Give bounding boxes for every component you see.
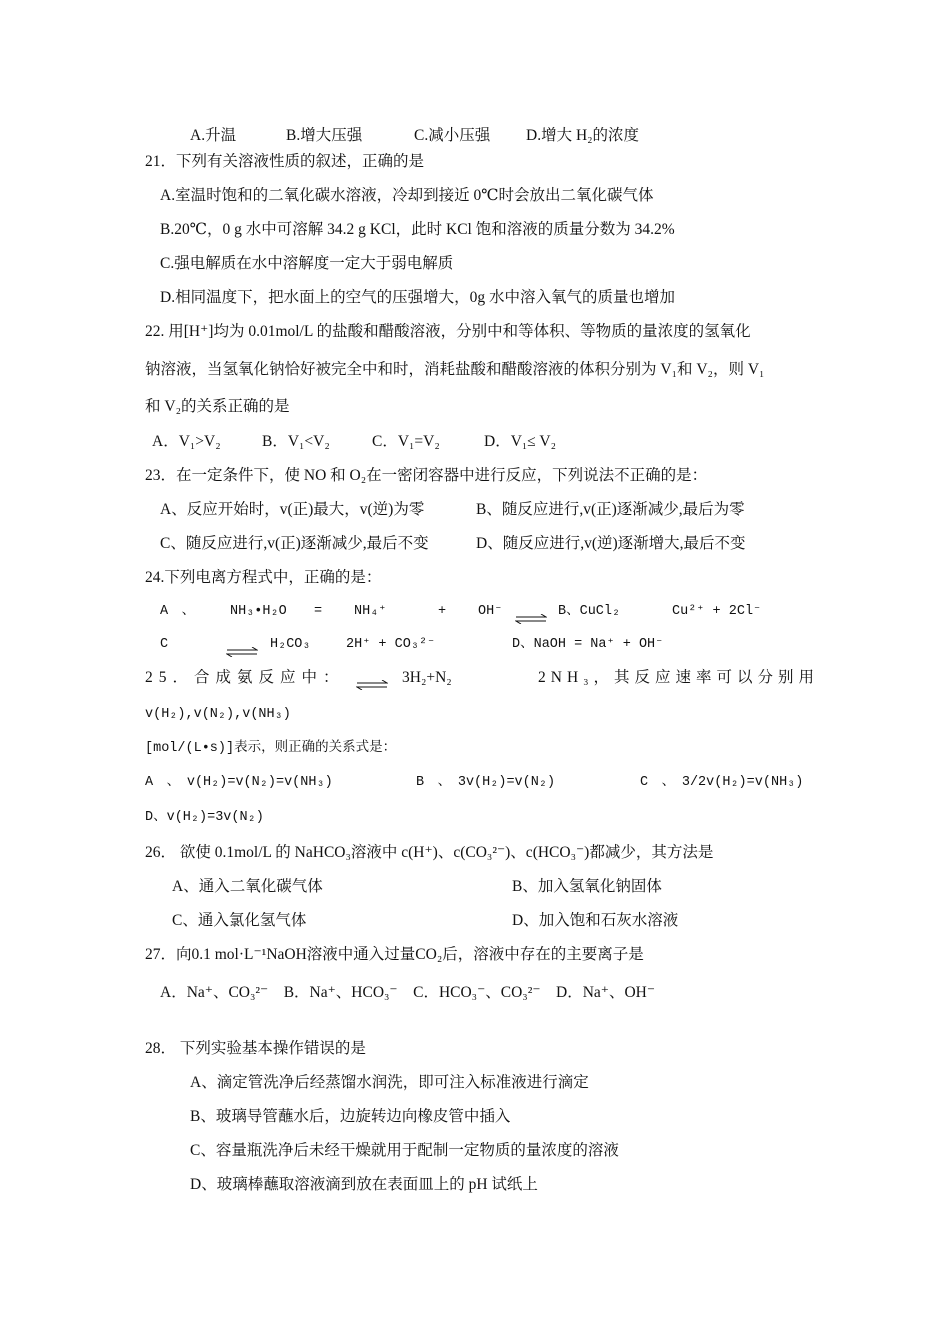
q22-option-c: C．V₁=V₂ bbox=[372, 433, 440, 450]
q23-option-a: A、反应开始时，v(正)最大，v(逆)为零 bbox=[160, 501, 425, 518]
q24-option-b: B、CuCl₂ bbox=[558, 604, 621, 619]
q23-option-c: C、随反应进行,v(正)逐渐减少,最后不变 bbox=[160, 535, 429, 552]
q25-option-a: A 、 v(H₂)=v(N₂)=v(NH₃) bbox=[145, 775, 333, 790]
q24-option-a-plus: + bbox=[438, 604, 447, 619]
q22-option-d: D．V₁≤ V₂ bbox=[484, 433, 556, 450]
q23-stem: 23．在一定条件下，使 NO 和 O₂在一密闭容器中进行反应，下列说法不正确的是： bbox=[145, 467, 708, 484]
q28-option-b: B、玻璃导管蘸水后，边旋转边向橡皮管中插入 bbox=[190, 1108, 511, 1125]
q22-line-1: 22. 用[H⁺]均为 0.01mol/L 的盐酸和醋酸溶液，分别中和等体积、等物质的量浓度的氢氧化 bbox=[145, 323, 751, 340]
q26-option-b: B、加入氢氧化钠固体 bbox=[512, 878, 662, 895]
q24-option-c-label: C bbox=[160, 637, 169, 652]
q24-option-c-left: H₂CO₃ bbox=[270, 637, 311, 652]
q21-option-a: A.室温时饱和的二氧化碳水溶液，冷却到接近 0℃时会放出二氧化碳气体 bbox=[160, 187, 654, 204]
q20-option-a: A.升温 bbox=[190, 127, 237, 144]
q28-option-c: C、容量瓶洗净后未经干燥就用于配制一定物质的量浓度的溶液 bbox=[190, 1142, 619, 1159]
q25-unit-line: [mol/(L•s)]表示，则正确的关系式是： bbox=[145, 741, 397, 756]
q20-option-d: D.增大 H₂的浓度 bbox=[526, 127, 640, 144]
q21-option-c: C.强电解质在水中溶解度一定大于弱电解质 bbox=[160, 255, 454, 272]
q24-option-a-right-2: OH⁻ bbox=[478, 604, 503, 619]
q28-option-a: A、滴定管洗净后经蒸馏水润洗，即可注入标准液进行滴定 bbox=[190, 1074, 589, 1091]
q23-option-b: B、随反应进行,v(正)逐渐减少,最后为零 bbox=[476, 501, 745, 518]
q24-option-a-equals: = bbox=[314, 604, 323, 619]
q25-rates: v(H₂),v(N₂),v(NH₃) bbox=[145, 707, 291, 722]
q24-option-a-right-1: NH₄⁺ bbox=[354, 604, 387, 619]
q26-option-a: A、通入二氧化碳气体 bbox=[172, 878, 323, 895]
q24-stem: 24.下列电离方程式中，正确的是： bbox=[145, 569, 382, 586]
q22-option-a: A．V₁>V₂ bbox=[152, 433, 221, 450]
q24-option-d: D、NaOH = Na⁺ + OH⁻ bbox=[512, 637, 664, 652]
equilibrium-arrow-icon bbox=[356, 680, 388, 690]
q28-stem: 28． 下列实验基本操作错误的是 bbox=[145, 1040, 366, 1057]
equilibrium-arrow-icon bbox=[515, 614, 547, 624]
q20-option-c: C.减小压强 bbox=[414, 127, 491, 144]
q24-option-a-left: NH₃•H₂O bbox=[230, 604, 287, 619]
q25-option-c: C 、 3/2v(H₂)=v(NH₃) bbox=[640, 775, 804, 790]
q25-stem: 25．合成氨反应中： bbox=[145, 669, 345, 686]
equilibrium-arrow-icon bbox=[226, 647, 258, 657]
q26-option-c: C、通入氯化氢气体 bbox=[172, 912, 307, 929]
q22-line-2: 钠溶液，当氢氧化钠恰好被完全中和时，消耗盐酸和醋酸溶液的体积分别为 V₁和 V₂，则 V₁ bbox=[145, 361, 765, 378]
q21-option-d: D.相同温度下，把水面上的空气的压强增大，0g 水中溶入氧气的质量也增加 bbox=[160, 289, 675, 306]
q22-line-3: 和 V₂的关系正确的是 bbox=[145, 398, 290, 415]
q27-options: A．Na⁺、CO₃²⁻ B．Na⁺、HCO₃⁻ C．HCO₃⁻、CO₃²⁻ D．Na⁺、OH⁻ bbox=[160, 984, 656, 1001]
q23-option-d: D、随反应进行,v(逆)逐渐增大,最后不变 bbox=[476, 535, 746, 552]
q24-option-b-ions: Cu²⁺ + 2Cl⁻ bbox=[672, 604, 762, 619]
q27-stem: 27．向0.1 mol·L⁻¹NaOH溶液中通入过量CO₂后，溶液中存在的主要离子是 bbox=[145, 946, 644, 963]
q25-option-d: D、v(H₂)=3v(N₂) bbox=[145, 810, 264, 825]
q20-option-b: B.增大压强 bbox=[286, 127, 363, 144]
q21-stem: 21．下列有关溶液性质的叙述，正确的是 bbox=[145, 153, 425, 170]
q22-option-b: B．V₁<V₂ bbox=[262, 433, 330, 450]
q24-option-a-label: A 、 bbox=[160, 604, 196, 619]
q26-option-d: D、加入饱和石灰水溶液 bbox=[512, 912, 679, 929]
q24-option-c-right: 2H⁺ + CO₃²⁻ bbox=[346, 637, 436, 652]
q25-option-b: B 、 3v(H₂)=v(N₂) bbox=[416, 775, 556, 790]
q25-product: 2NH₃，其反应速率可以分别用 bbox=[538, 669, 820, 686]
q21-option-b: B.20℃，0 g 水中可溶解 34.2 g KCl，此时 KCl 饱和溶液的质量分数为 34.2% bbox=[160, 221, 675, 238]
q28-option-d: D、玻璃棒蘸取溶液滴到放在表面皿上的 pH 试纸上 bbox=[190, 1176, 538, 1193]
q25-reactants: 3H₂+N₂ bbox=[402, 669, 452, 686]
q26-stem: 26． 欲使 0.1mol/L 的 NaHCO₃溶液中 c(H⁺)、c(CO₃²⁻)、c(HCO₃⁻)都减少，其方法是 bbox=[145, 844, 714, 861]
